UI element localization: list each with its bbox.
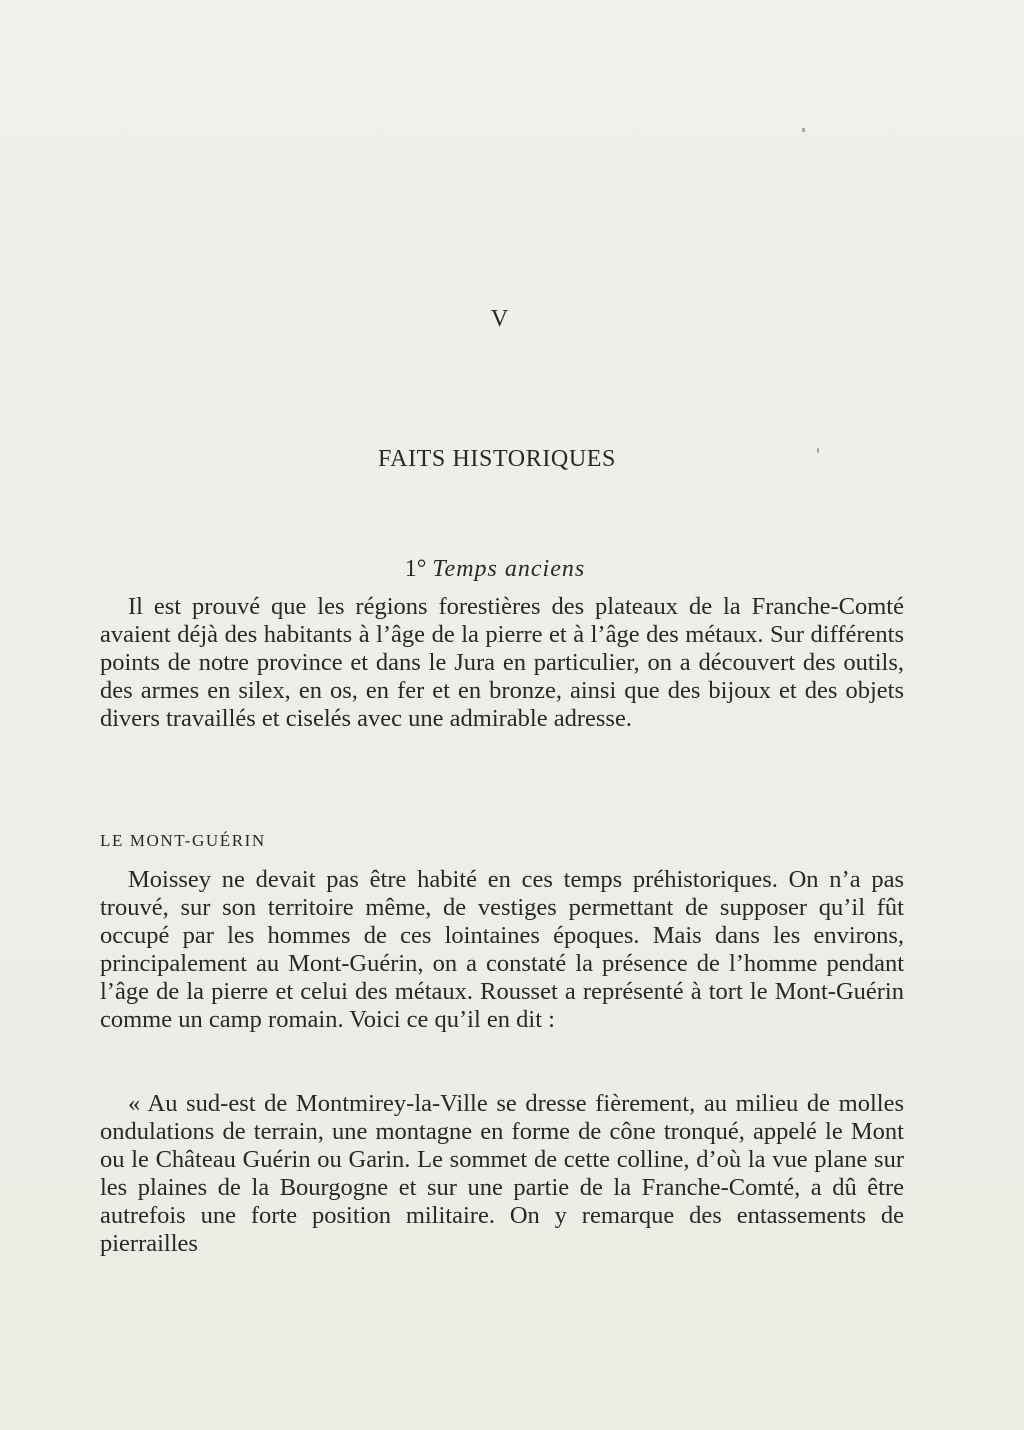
section-number: 1° xyxy=(404,556,427,582)
paragraph-block xyxy=(100,1090,904,1258)
section-title: Temps anciens xyxy=(432,556,586,582)
chapter-title: FAITS HISTORIQUES xyxy=(377,446,616,472)
section-heading xyxy=(0,556,990,583)
paper-speck xyxy=(817,448,819,453)
paragraph-block xyxy=(100,593,904,733)
subheading-mont-guerin: LE MONT-GUÉRIN xyxy=(100,831,266,850)
paragraph-block xyxy=(100,866,904,1034)
paragraph-quotation: « Au sud-est de Montmirey-la-Ville se dresse fièrement, au milieu de molles ondulations de terrain, une montagne en forme de cône tronqué, appelé le Mont ou le Château Guérin ou Garin. Le sommet de cette colline, d’où la vue plane sur les plaines de la Bourgogne et sur une partie de la Franche-Comté, a dû être autrefois une forte position militaire. On y remarque des entassements de pierrailles xyxy=(100,1090,904,1257)
chapter-number: V xyxy=(490,306,510,332)
paper-speck xyxy=(802,128,805,132)
paragraph-moissey: Moissey ne devait pas être habité en ces temps préhistoriques. On n’a pas trouvé, sur son territoire même, de vestiges permettant de supposer qu’il fût occupé par les hommes de ces lointaines époques. Mais dans les environs, principalement au Mont-Guérin, on a constaté la présence de l’homme pendant l’âge de la pierre et celui des métaux. Rousset a représenté à tort le Mont-Guérin comme un camp romain. Voici ce qu’il en dit : xyxy=(100,866,904,1033)
paragraph-prehistory: Il est prouvé que les régions forestières des plateaux de la Franche-Comté avaient déjà des habitants à l’âge de la pierre et à l’âge des métaux. Sur différents points de notre province et dans le Jura en particulier, on a découvert des outils, des armes en silex, en os, en fer et en bronze, ainsi que des bijoux et des objets divers travaillés et ciselés avec une admirable adresse. xyxy=(100,593,904,732)
